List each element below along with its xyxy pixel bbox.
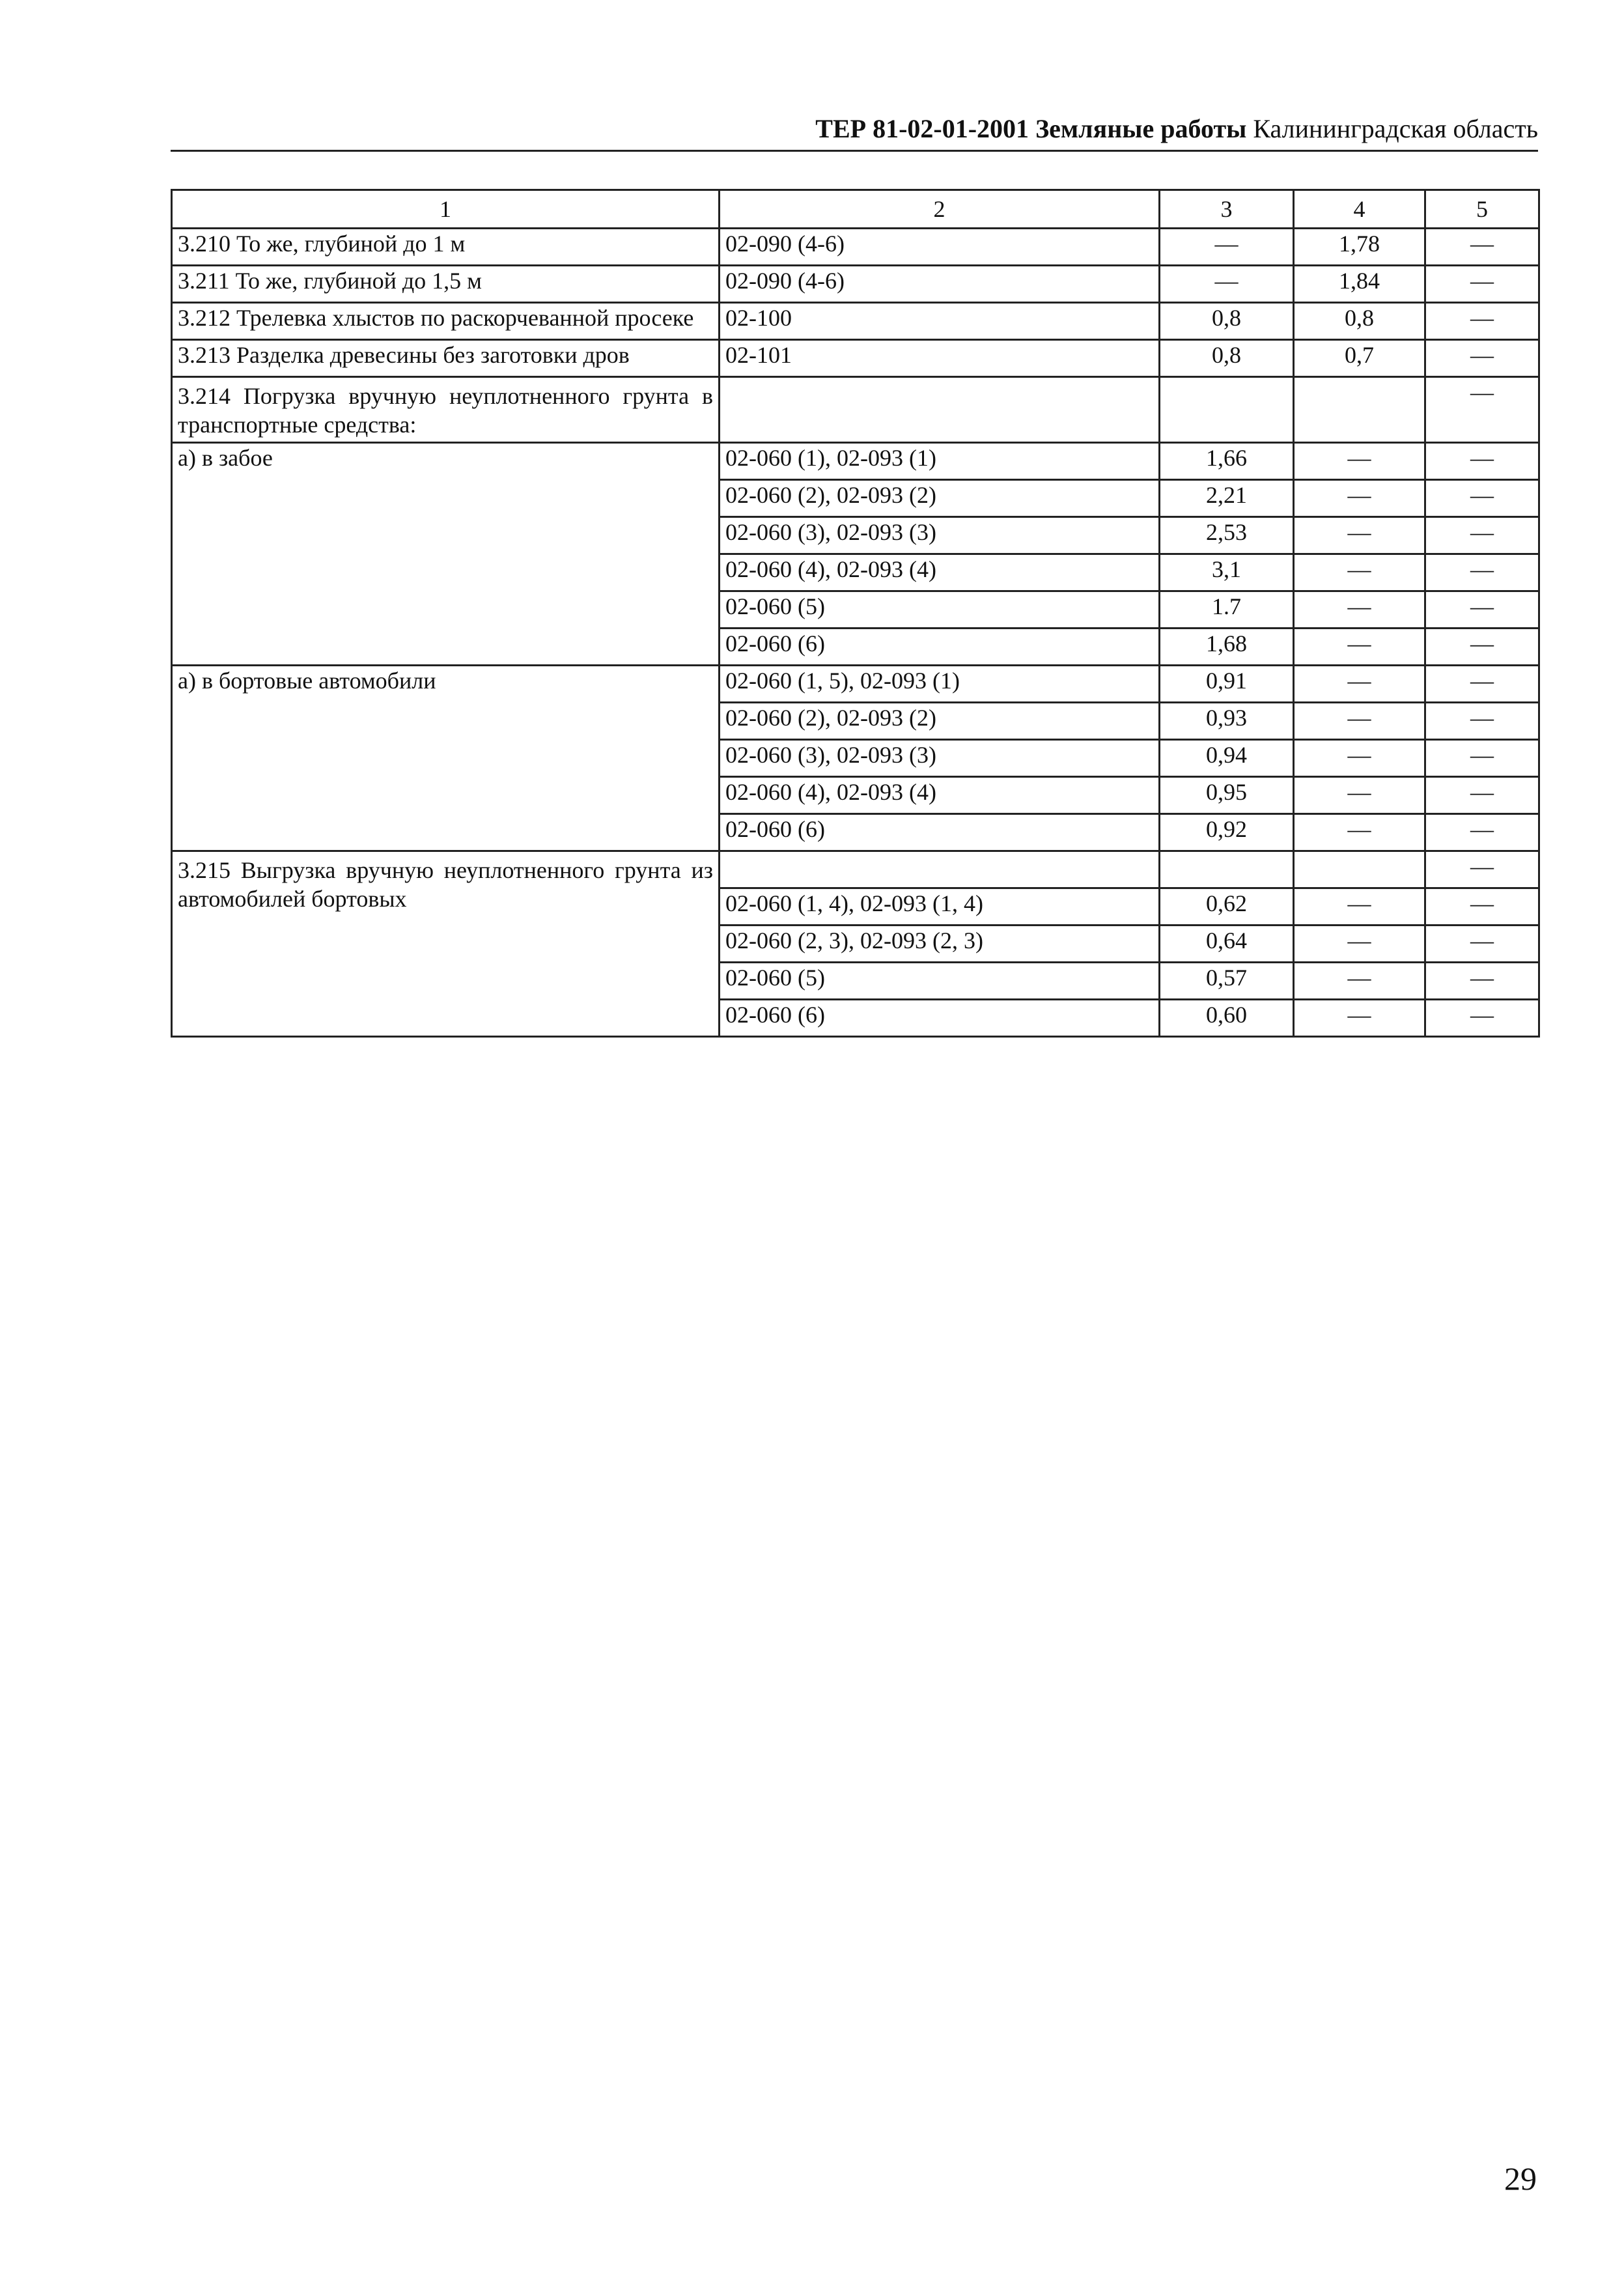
coefficient-3: 0,64	[1160, 926, 1294, 963]
coefficient-5: —	[1425, 629, 1539, 666]
coefficient-5: —	[1425, 303, 1539, 340]
work-description	[172, 703, 720, 740]
norm-reference: 02-090 (4-6)	[720, 266, 1160, 303]
table-row	[172, 814, 1539, 851]
coefficient-5: —	[1425, 554, 1539, 591]
norm-reference	[720, 851, 1160, 888]
coefficient-5: —	[1425, 340, 1539, 377]
coefficient-3: 2,53	[1160, 517, 1294, 554]
table-row	[172, 554, 1539, 591]
coefficient-4: —	[1294, 740, 1425, 777]
coefficient-4: —	[1294, 480, 1425, 517]
column-header: 3	[1160, 190, 1294, 229]
coefficient-4: 1,78	[1294, 229, 1425, 266]
coefficient-3: 2,21	[1160, 480, 1294, 517]
norm-reference	[720, 377, 1160, 443]
coefficient-4: —	[1294, 1000, 1425, 1037]
work-description	[172, 629, 720, 666]
work-description	[172, 554, 720, 591]
coefficient-5: —	[1425, 851, 1539, 888]
norm-reference: 02-101	[720, 340, 1160, 377]
coefficient-5: —	[1425, 591, 1539, 629]
table-row	[172, 517, 1539, 554]
coefficient-3	[1160, 377, 1294, 443]
table-row	[172, 340, 1539, 377]
table-row	[172, 266, 1539, 303]
coefficient-4: —	[1294, 517, 1425, 554]
coefficient-5: —	[1425, 377, 1539, 443]
coefficient-3: 0,91	[1160, 666, 1294, 703]
work-description: а) в забое	[172, 443, 720, 480]
work-description	[172, 591, 720, 629]
coefficient-4: 1,84	[1294, 266, 1425, 303]
header-section: Земляные работы	[1035, 114, 1247, 143]
coefficient-5: —	[1425, 888, 1539, 926]
coefficient-5: —	[1425, 740, 1539, 777]
norm-reference: 02-100	[720, 303, 1160, 340]
coefficient-5: —	[1425, 963, 1539, 1000]
norm-reference: 02-060 (2), 02-093 (2)	[720, 703, 1160, 740]
table-row	[172, 443, 1539, 480]
table-row	[172, 666, 1539, 703]
norm-reference: 02-060 (6)	[720, 814, 1160, 851]
rates-table	[171, 189, 1540, 1038]
table-row	[172, 480, 1539, 517]
coefficient-3: 0,92	[1160, 814, 1294, 851]
header-region: Калининградская область	[1253, 114, 1538, 143]
coefficient-4: —	[1294, 666, 1425, 703]
work-description: 3.215 Выгрузка вручную неуплотненного грунта из автомобилей бортовых	[172, 851, 720, 926]
norm-reference: 02-060 (5)	[720, 591, 1160, 629]
coefficient-5: —	[1425, 777, 1539, 814]
table-row	[172, 740, 1539, 777]
work-description: 3.211 То же, глубиной до 1,5 м	[172, 266, 720, 303]
table-row	[172, 377, 1539, 443]
coefficient-3: 0,8	[1160, 340, 1294, 377]
coefficient-3: 0,94	[1160, 740, 1294, 777]
coefficient-4: —	[1294, 888, 1425, 926]
table-row	[172, 229, 1539, 266]
coefficient-3: —	[1160, 266, 1294, 303]
coefficient-4: 0,8	[1294, 303, 1425, 340]
table-row	[172, 303, 1539, 340]
work-description	[172, 1000, 720, 1037]
norm-reference: 02-060 (6)	[720, 1000, 1160, 1037]
coefficient-4: —	[1294, 443, 1425, 480]
coefficient-3: 1,66	[1160, 443, 1294, 480]
work-description: 3.212 Трелевка хлыстов по раскорчеванной просеке	[172, 303, 720, 340]
coefficient-4	[1294, 377, 1425, 443]
table-header-row	[172, 190, 1539, 229]
page-number: 29	[1504, 2160, 1537, 2197]
work-description	[172, 926, 720, 963]
coefficient-5: —	[1425, 666, 1539, 703]
table-row	[172, 703, 1539, 740]
coefficient-4: 0,7	[1294, 340, 1425, 377]
work-description: 3.210 То же, глубиной до 1 м	[172, 229, 720, 266]
coefficient-4: —	[1294, 554, 1425, 591]
column-header: 5	[1425, 190, 1539, 229]
work-description: 3.213 Разделка древесины без заготовки дров	[172, 340, 720, 377]
coefficient-3: 0,93	[1160, 703, 1294, 740]
coefficient-3: 0,8	[1160, 303, 1294, 340]
work-description	[172, 517, 720, 554]
column-header: 4	[1294, 190, 1425, 229]
norm-reference: 02-060 (4), 02-093 (4)	[720, 777, 1160, 814]
coefficient-3: 0,57	[1160, 963, 1294, 1000]
norm-reference: 02-060 (1, 4), 02-093 (1, 4)	[720, 888, 1160, 926]
coefficient-5: —	[1425, 443, 1539, 480]
norm-reference: 02-060 (2), 02-093 (2)	[720, 480, 1160, 517]
coefficient-5: —	[1425, 517, 1539, 554]
norm-reference: 02-060 (1, 5), 02-093 (1)	[720, 666, 1160, 703]
coefficient-4: —	[1294, 777, 1425, 814]
work-description	[172, 963, 720, 1000]
running-header	[171, 111, 1538, 152]
table-row	[172, 963, 1539, 1000]
coefficient-3	[1160, 851, 1294, 888]
table-row	[172, 777, 1539, 814]
norm-reference: 02-060 (4), 02-093 (4)	[720, 554, 1160, 591]
column-header: 2	[720, 190, 1160, 229]
norm-reference: 02-060 (2, 3), 02-093 (2, 3)	[720, 926, 1160, 963]
coefficient-4: —	[1294, 926, 1425, 963]
coefficient-4: —	[1294, 963, 1425, 1000]
coefficient-4	[1294, 851, 1425, 888]
norm-reference: 02-060 (5)	[720, 963, 1160, 1000]
table-row	[172, 629, 1539, 666]
coefficient-5: —	[1425, 814, 1539, 851]
coefficient-3: 0,95	[1160, 777, 1294, 814]
coefficient-5: —	[1425, 1000, 1539, 1037]
coefficient-5: —	[1425, 926, 1539, 963]
coefficient-5: —	[1425, 480, 1539, 517]
coefficient-3: —	[1160, 229, 1294, 266]
coefficient-3: 0,60	[1160, 1000, 1294, 1037]
table-row	[172, 851, 1539, 888]
coefficient-4: —	[1294, 814, 1425, 851]
norm-reference: 02-060 (3), 02-093 (3)	[720, 517, 1160, 554]
column-header: 1	[172, 190, 720, 229]
work-description	[172, 814, 720, 851]
work-description	[172, 740, 720, 777]
table-row	[172, 926, 1539, 963]
coefficient-5: —	[1425, 703, 1539, 740]
coefficient-4: —	[1294, 703, 1425, 740]
norm-reference: 02-060 (6)	[720, 629, 1160, 666]
coefficient-5: —	[1425, 229, 1539, 266]
coefficient-3: 0,62	[1160, 888, 1294, 926]
work-description: 3.214 Погрузка вручную неуплотненного грунта в транспортные средства:	[172, 377, 720, 443]
coefficient-4: —	[1294, 629, 1425, 666]
coefficient-3: 3,1	[1160, 554, 1294, 591]
norm-reference: 02-060 (1), 02-093 (1)	[720, 443, 1160, 480]
work-description: а) в бортовые автомобили	[172, 666, 720, 703]
coefficient-5: —	[1425, 266, 1539, 303]
table-row	[172, 591, 1539, 629]
norm-reference: 02-060 (3), 02-093 (3)	[720, 740, 1160, 777]
coefficient-3: 1.7	[1160, 591, 1294, 629]
table-row	[172, 1000, 1539, 1037]
header-code: ТЕР 81-02-01-2001	[815, 114, 1029, 143]
coefficient-3: 1,68	[1160, 629, 1294, 666]
work-description	[172, 777, 720, 814]
coefficient-4: —	[1294, 591, 1425, 629]
work-description	[172, 480, 720, 517]
norm-reference: 02-090 (4-6)	[720, 229, 1160, 266]
